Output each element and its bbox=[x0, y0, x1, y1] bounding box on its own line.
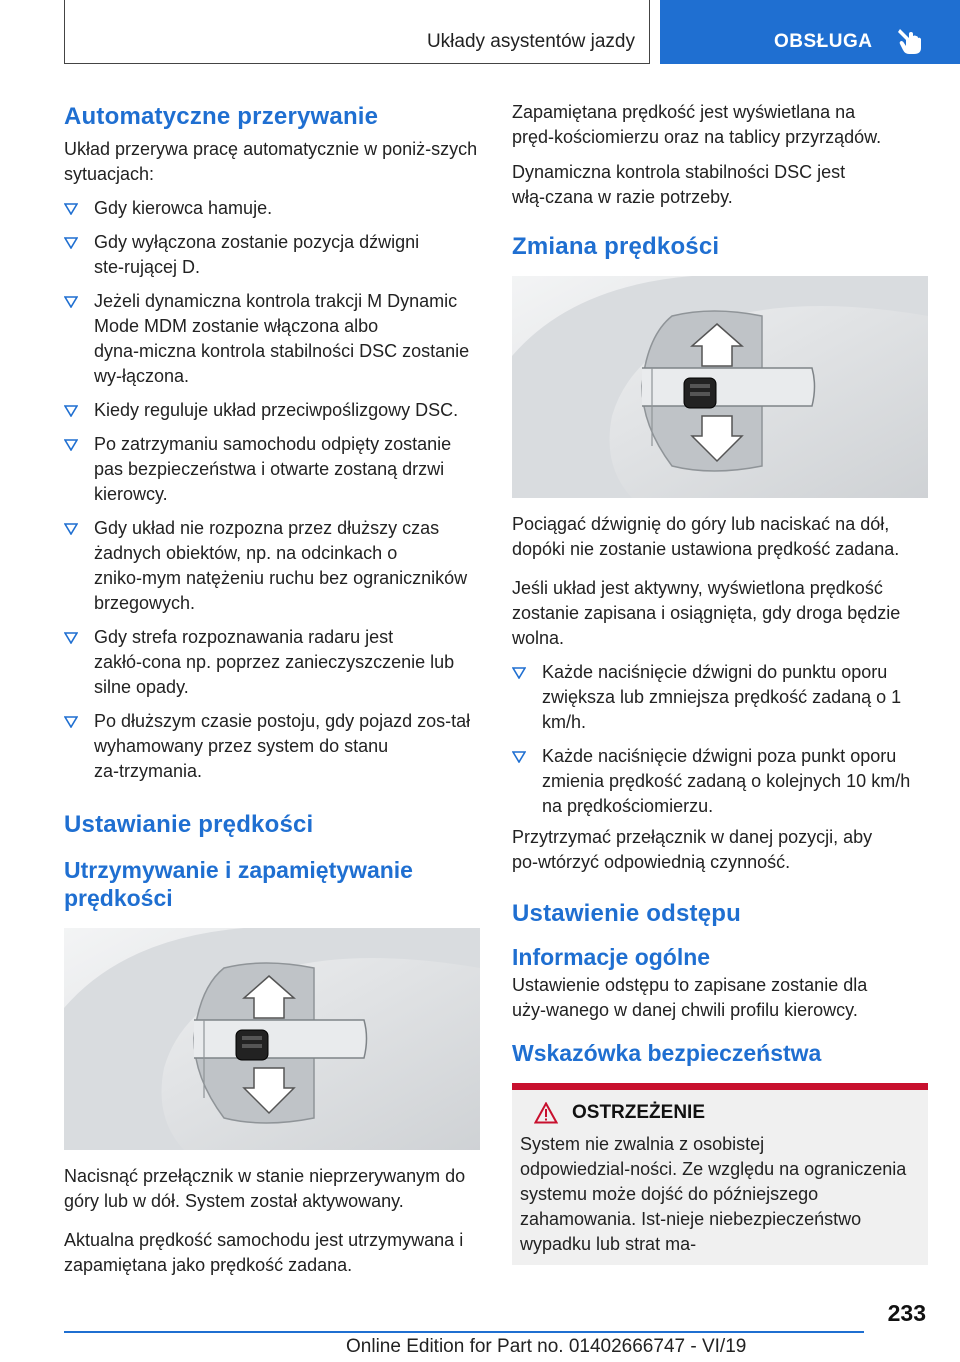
triangle-bullet-icon bbox=[64, 203, 78, 215]
heading-set-speed: Ustawianie prędkości bbox=[64, 811, 314, 838]
left-column bbox=[64, 100, 480, 1278]
heading-hold-store-speed: Utrzymywanie i zapamiętywanie prędkości bbox=[64, 857, 413, 911]
auto-intro-text: Układ przerywa pracę automatycznie w poniż‑szych sytuacjach: bbox=[64, 139, 478, 184]
steering-wheel-switch-illustration bbox=[64, 928, 480, 1150]
active-system-text: Jeśli układ jest aktywny, wyświetlona prędkość zostanie zapisana i osiągnięta, gdy droga będzie wolna. bbox=[512, 578, 901, 648]
press-switch-text: Nacisnąć przełącznik w stanie nieprzerywanym do góry lub w dół. System został aktywowany. bbox=[64, 1166, 466, 1211]
pull-lever-text: Pociągać dźwignię do góry lub naciskać na dół, dopóki nie zostanie ustawiona prędkość zadana. bbox=[512, 514, 900, 559]
triangle-bullet-icon bbox=[64, 439, 78, 451]
steering-switch-photo bbox=[64, 928, 480, 1150]
pointing-hand-icon bbox=[896, 26, 924, 56]
warning-title: OSTRZEŻENIE bbox=[572, 1102, 706, 1123]
list-item: Gdy kierowca hamuje. bbox=[64, 196, 480, 221]
footer-divider bbox=[64, 1331, 864, 1333]
displayed-speed-text: Zapamiętana prędkość jest wyświetlana na pręd‑kościomierzu oraz na tablicy przyrządów. bbox=[512, 102, 882, 147]
heading-change-speed: Zmiana prędkości bbox=[512, 233, 720, 260]
heading-safety-note: Wskazówka bezpieczeństwa bbox=[512, 1040, 822, 1066]
triangle-bullet-icon bbox=[64, 523, 78, 535]
list-item: Po dłuższym czasie postoju, gdy pojazd zos‑tał wyhamowany przez system do stanu za‑trzymania. bbox=[64, 709, 480, 784]
speed-step-list bbox=[512, 660, 928, 819]
triangle-bullet-icon bbox=[64, 716, 78, 728]
header-chapter-tab bbox=[660, 0, 960, 64]
footer-edition: Online Edition for Part no. 01402666747 - VI/19 bbox=[346, 1336, 747, 1357]
list-item: Gdy układ nie rozpozna przez dłuższy czas żadnych obiektów, np. na odcinkach o zniko‑mym natężeniu ruchu bez ograniczników brzegowych. bbox=[64, 516, 480, 616]
list-item: Po zatrzymaniu samochodu odpięty zostanie pas bezpieczeństwa i otwarte zostaną drzwi kierowcy. bbox=[64, 432, 480, 507]
list-item: Jeżeli dynamiczna kontrola trakcji M Dynamic Mode MDM zostanie włączona albo dyna‑miczna kontrola stabilności DSC zostanie wy‑łączona. bbox=[64, 289, 480, 389]
triangle-bullet-icon bbox=[64, 296, 78, 308]
heading-automatic-interrupt: Automatyczne przerywanie bbox=[64, 103, 379, 130]
general-info-text: Ustawienie odstępu to zapisane zostanie dla uży‑wanego w danej chwili profilu kierowcy. bbox=[512, 975, 868, 1020]
triangle-bullet-icon bbox=[512, 667, 526, 679]
steering-wheel-switch-illustration-2 bbox=[512, 276, 928, 498]
header-section-box bbox=[64, 0, 650, 64]
warning-triangle-icon bbox=[534, 1102, 558, 1124]
page-number: 233 bbox=[887, 1300, 926, 1326]
warning-title-row bbox=[534, 1102, 920, 1124]
page-header bbox=[0, 0, 960, 66]
triangle-bullet-icon bbox=[64, 237, 78, 249]
steering-switch-photo-2 bbox=[512, 276, 928, 498]
list-item: Każde naciśnięcie dźwigni do punktu oporu zwiększa lub zmniejsza prędkość zadaną o 1 km/h. bbox=[512, 660, 928, 735]
triangle-bullet-icon bbox=[64, 632, 78, 644]
list-item: Gdy strefa rozpoznawania radaru jest zakłó‑cona np. poprzez zanieczyszczenie lub silne opady. bbox=[64, 625, 480, 700]
heading-set-distance: Ustawienie odstępu bbox=[512, 900, 741, 927]
current-speed-text: Aktualna prędkość samochodu jest utrzymywana i zapamiętana jako prędkość zadana. bbox=[64, 1230, 464, 1275]
warning-box bbox=[512, 1083, 928, 1265]
list-item: Gdy wyłączona zostanie pozycja dźwigni ste‑rującej D. bbox=[64, 230, 480, 280]
triangle-bullet-icon bbox=[64, 405, 78, 417]
header-section-title: Układy asystentów jazdy bbox=[426, 31, 635, 52]
heading-general-info: Informacje ogólne bbox=[512, 944, 711, 970]
list-item: Każde naciśnięcie dźwigni poza punkt oporu zmienia prędkość zadaną o kolejnych 10 km/h na prędkościomierzu. bbox=[512, 744, 928, 819]
list-item: Kiedy reguluje układ przeciwpoślizgowy DSC. bbox=[64, 398, 480, 423]
interrupt-conditions-list bbox=[64, 196, 480, 784]
dsc-text: Dynamiczna kontrola stabilności DSC jest włą‑czana w razie potrzeby. bbox=[512, 162, 846, 207]
header-chapter-label: OBSŁUGA bbox=[774, 31, 873, 52]
hold-switch-text: Przytrzymać przełącznik w danej pozycji, aby po‑wtórzyć odpowiednią czynność. bbox=[512, 827, 873, 872]
right-column bbox=[512, 100, 928, 1265]
warning-text: System nie zwalnia z osobistej odpowiedzial‑ności. Ze względu na ograniczenia systemu może dojść do późniejszego zahamowania. Ist‑nieje niebezpieczeństwo wypadku lub strat ma‑ bbox=[520, 1134, 907, 1254]
triangle-bullet-icon bbox=[512, 751, 526, 763]
